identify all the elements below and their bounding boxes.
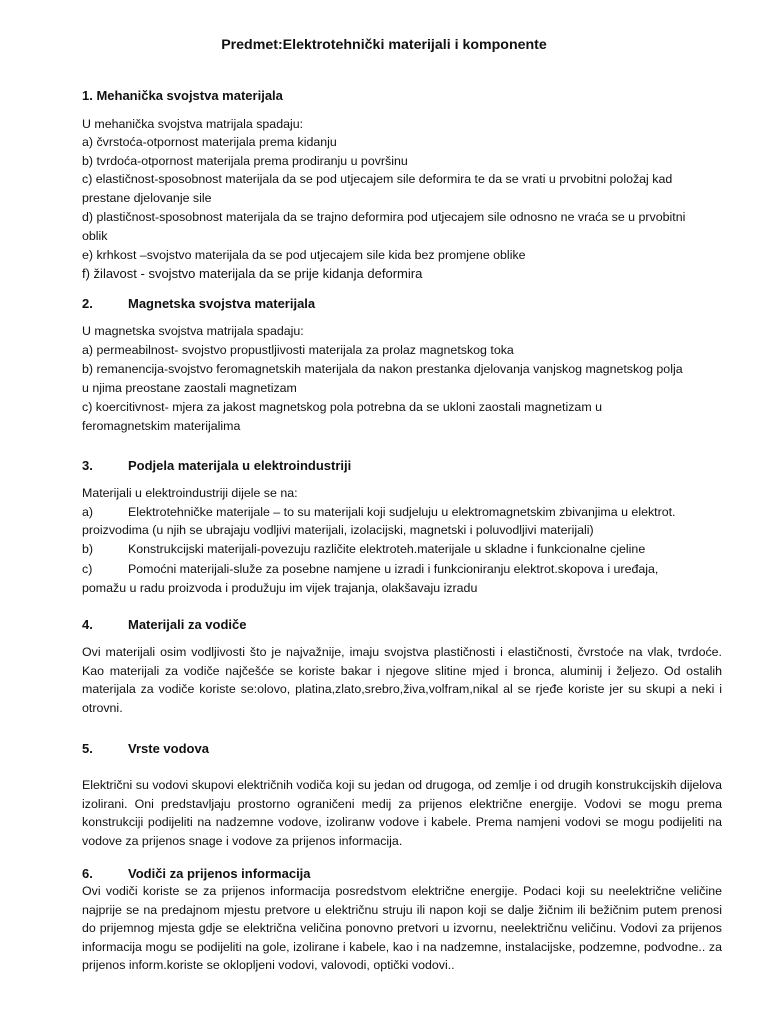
- section-3-item-label: b): [82, 542, 94, 556]
- section-2-line: a) permeabilnost- svojstvo propustljivosti materijala za prolaz magnetskog toka: [82, 343, 514, 357]
- section-2-line: c) koercitivnost- mjera za jakost magnetskog pola potrebna da se ukloni zaostali magnetizam u: [82, 400, 602, 414]
- section-4-heading: Materijali za vodiče: [128, 617, 247, 632]
- section-1-line: b) tvrdoća-otpornost materijala prema prodiranju u površinu: [82, 154, 408, 168]
- section-2-heading: Magnetska svojstva materijala: [128, 296, 316, 311]
- section-4-body: Ovi materijali osim vodljivosti što je najvažnije, imaju svojstva plastičnosti i elastičnosti, čvrstoće na vlak, tvrdoće. Kao materijali za vodiče najčešće se koriste bakar i njegove slitine mjed i bronca, aluminij i željezo. Od ostalih materijala za vodiče koriste se:olovo, platina,zlato,srebro,živa,volfram,nikal al se rjeđe koriste jer su skupi a neki i otrovni.: [82, 645, 722, 715]
- section-2-line: b) remanencija-svojstvo feromagnetskih materijala da nakon prestanka djelovanja vanjskog magnetskog polja: [82, 362, 683, 376]
- section-2-intro: U magnetska svojstva matrijala spadaju:: [82, 324, 304, 338]
- section-3-heading: Podjela materijala u elektroindustriji: [128, 458, 352, 473]
- section-3-item-label: c): [82, 562, 93, 576]
- section-3-item-text: Konstrukcijski materijali-povezuju različite elektroteh.materijale u skladne i funkcionalne cjeline: [128, 542, 646, 556]
- section-3-number: 3.: [82, 458, 93, 473]
- section-5-body: Električni su vodovi skupovi električnih vodiča koji su jedan od drugoga, od zemlje i od drugih konstrukcijskih dijelova izolirani. Oni predstavljaju prostorno ograničeni medij za prijenos električne energije. Vodovi se mogu prema konstrukciji podijeliti na nadzemne vodove, izoliranw vodove i kabele. Prema namjeni vodovi se mogu podijeliti na vodove za prijenos snage i vodove za prijenos informacija.: [82, 778, 722, 848]
- section-1-line: a) čvrstoća-otpornost materijala prema kidanju: [82, 135, 337, 149]
- section-1-line: d) plastičnost-sposobnost materijala da se trajno deformira pod utjecajem sile odnosno ne vraća se u prvobitni: [82, 210, 686, 224]
- section-5-number: 5.: [82, 741, 93, 756]
- section-1-line: prestane djelovanje sile: [82, 191, 212, 205]
- section-1-line: e) krhkost –svojstvo materijala da se pod utjecajem sile kida bez promjene oblike: [82, 248, 526, 262]
- section-3-item-text: pomažu u radu proizvoda i produžuju im vijek trajanja, olakšavaju izradu: [82, 581, 478, 595]
- section-4-number: 4.: [82, 617, 93, 632]
- section-2-line: feromagnetskim materijalima: [82, 419, 241, 433]
- section-6-body: Ovi vodiči koriste se za prijenos informacija posredstvom električne energije. Podaci koji su neelektrične veličine najprije se na predajnom mjestu pretvore u električnu struju ili napon koji se dalje žičnim ili bežičnim putem prenosi do prijemnog mjesta gdje se električna veličina ponovno pretvori u izvornu, neelektričnu veličinu. Vodovi za prijenos informacija mogu se podijeliti na gole, izolirane i kabele, kao i na nadzemne, instalacijske, podzemne, podvodne.. za prijenos inform.koriste se okloplјeni vodovi, valovodi, optički vodovi..: [82, 884, 722, 972]
- section-2-line: u njima preostane zaostali magnetizam: [82, 381, 297, 395]
- section-3-item-text: Pomoćni materijali-služe za posebne namjene u izradi i funkcioniranju elektrot.skopova i uređaja,: [128, 562, 659, 576]
- section-3-item-text: Elektrotehničke materijale – to su materijali koji sudjeluju u elektromagnetskim zbivanjima u elektrot.: [128, 505, 676, 519]
- section-3-item-label: a): [82, 505, 94, 519]
- section-3-item-text: proizvodima (u njih se ubrajaju vodljivi materijali, izolacijski, magnetski i poluvodljivi materijali): [82, 523, 594, 537]
- document-title: Predmet:Elektrotehnički materijali i komponente: [221, 37, 547, 53]
- section-6-number: 6.: [82, 866, 93, 881]
- section-1-line: c) elastičnost-sposobnost materijala da se pod utjecajem sile deformira te da se vrati u prvobitni položaj kad: [82, 172, 673, 186]
- section-1-intro: U mehanička svojstva matrijala spadaju:: [82, 117, 304, 131]
- section-3-intro: Materijali u elektroindustriji dijele se na:: [82, 486, 298, 500]
- section-1-line: oblik: [82, 229, 108, 243]
- section-2-number: 2.: [82, 296, 93, 311]
- section-5-heading: Vrste vodova: [128, 741, 209, 756]
- section-6-heading: Vodiči za prijenos informacija: [128, 866, 311, 881]
- section-1-heading: 1. Mehanička svojstva materijala: [82, 88, 283, 103]
- section-1-line: f) žilavost - svojstvo materijala da se prije kidanja deformira: [82, 266, 423, 281]
